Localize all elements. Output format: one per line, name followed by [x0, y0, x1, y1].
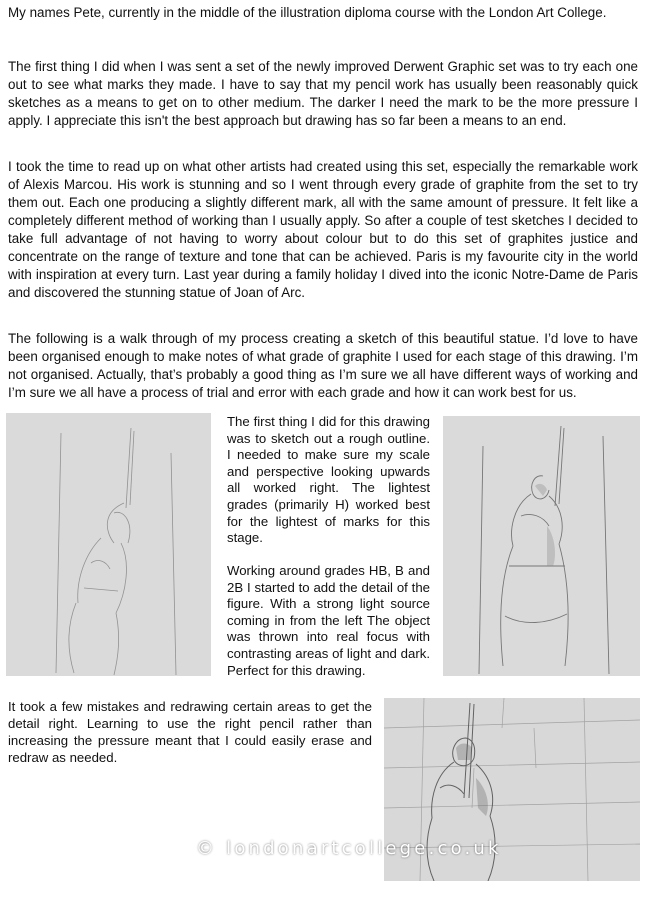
sketch-stage-2-photo [443, 416, 640, 676]
redraw-paragraph: It took a few mistakes and redrawing certain areas to get the detail right. Learning to use the right pencil rather than increasing the pressure meant that I could easily erase and redraw as needed. [8, 699, 372, 765]
outline-stage-text: The first thing I did for this drawing was to sketch out a rough outline. I needed to make sure my scale and perspective looking upwards all worked right. The lightest grades (primarily H) worked best for the lightest of marks for this stage. [227, 414, 430, 546]
sketch-stage-1-photo [6, 413, 211, 676]
detail-stage-text: Working around grades HB, B and 2B I started to add the detail of the figure. With a strong light source coming in from the left The object was thrown into real focus with contrasting areas of light and dark. Perfect for this drawing. [227, 563, 430, 678]
process-paragraph: The following is a walk through of my process creating a sketch of this beautiful statue. I’d love to have been organised enough to make notes of what grade of graphite I used for each stage of this drawing. I’m not organised. Actually, that’s probably a good thing as I’m sure we all have different ways of working and I’m sure we all have a process of trial and error with each grade and how it can work best for us. [8, 331, 638, 400]
copyright-watermark: © londonartcollege.co.uk [196, 838, 502, 859]
derwent-paragraph: The first thing I did when I was sent a set of the newly improved Derwent Graphic set was to try each one out to see what marks they made. I have to say that my pencil work has usually been reasonably quick sketches as a means to get on to other medium. The darker I need the mark to be the more pressure I apply. I appreciate this isn't the best approach but drawing has so far been a means to an end. [8, 59, 638, 128]
intro-paragraph: My names Pete, currently in the middle of the illustration diploma course with the London Art College. [8, 5, 607, 20]
research-paragraph: I took the time to read up on what other artists had created using this set, especially the remarkable work of Alexis Marcou. His work is stunning and so I went through every grade of graphite from the set to try them out. Each one producing a slightly different mark, all with the same amount of pressure. It felt like a completely different method of working than I usually apply. So after a couple of test sketches I decided to take full advantage of not having to worry about colour but to do this set of graphites justice and concentrate on the range of texture and tone that can be achieved. Paris is my favourite city in the world with inspiration at every turn. Last year during a family holiday I dived into the iconic Notre-Dame de Paris and discovered the stunning statue of Joan of Arc. [8, 159, 638, 300]
